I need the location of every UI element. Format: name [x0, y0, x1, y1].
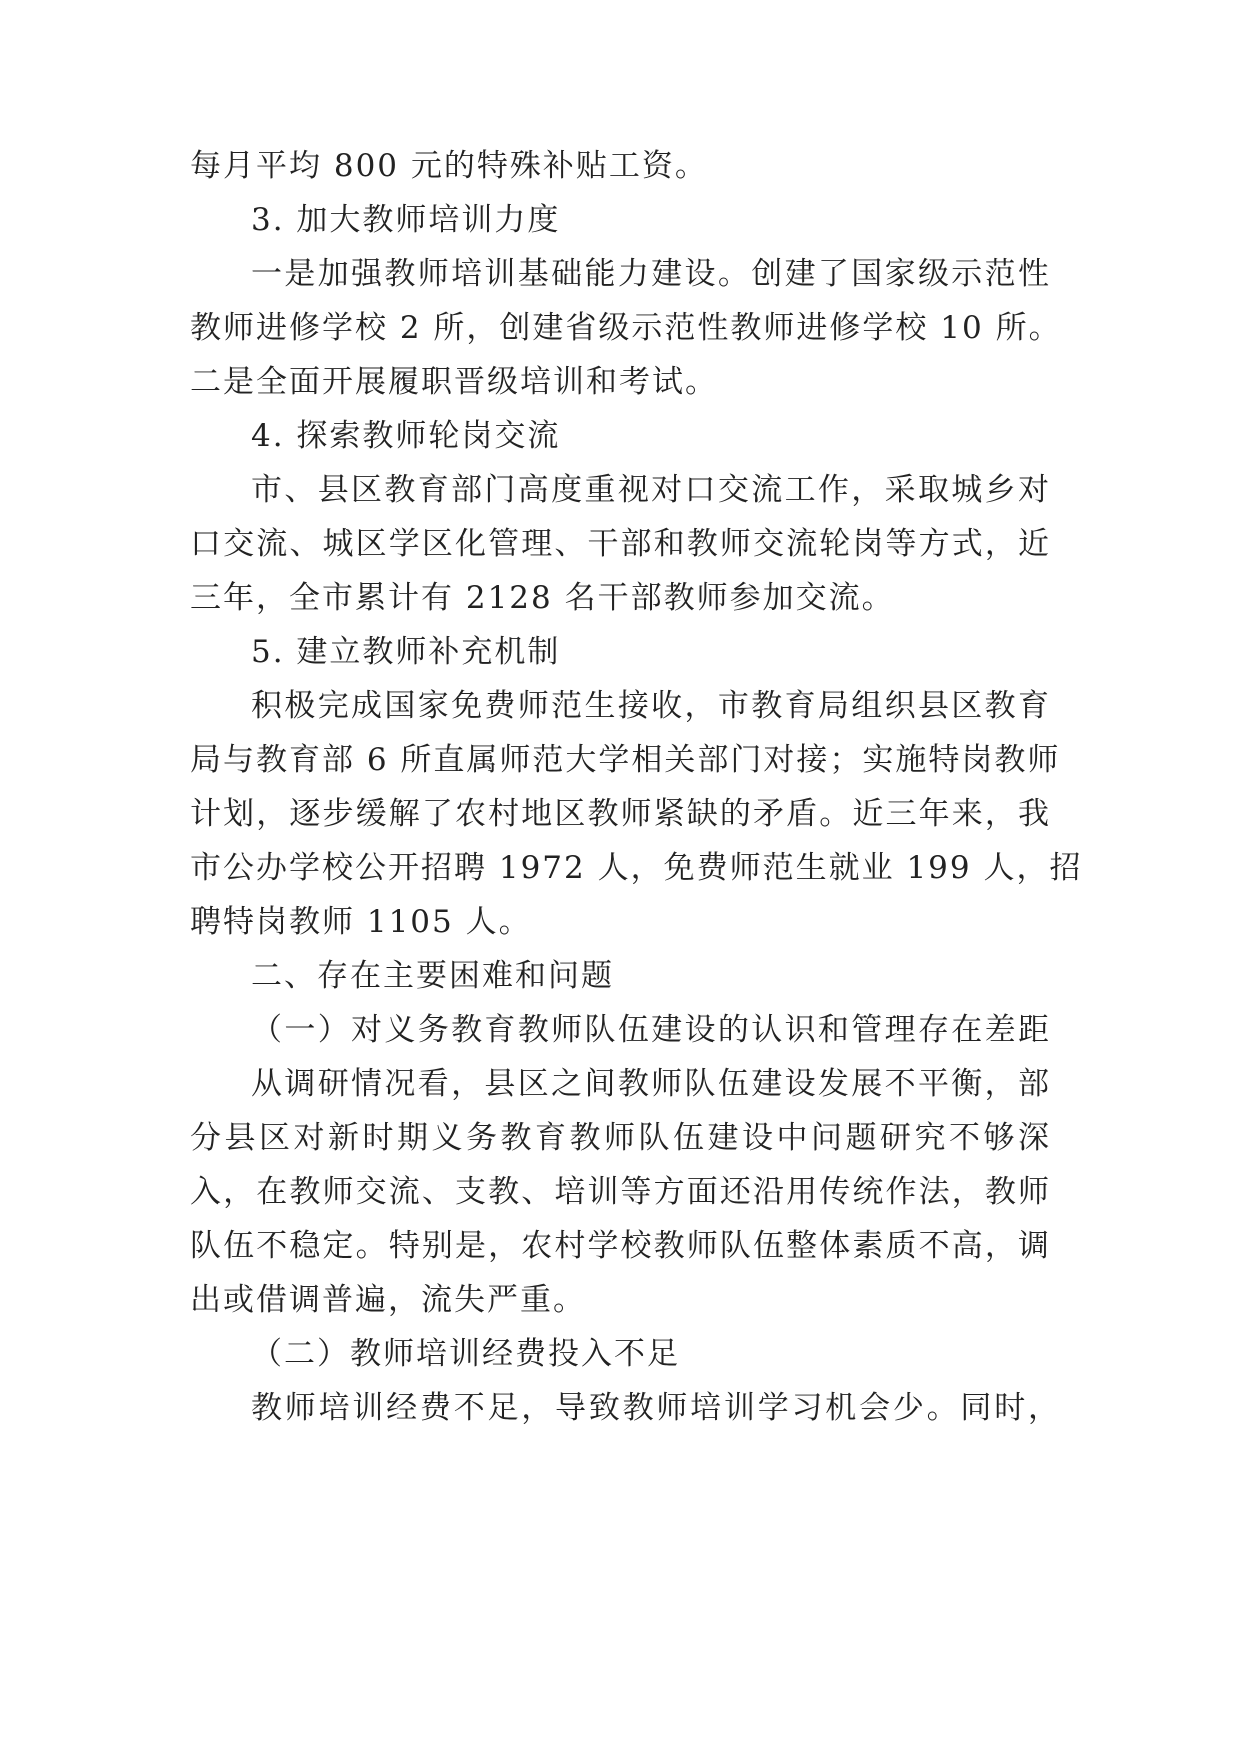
text-line: 入，在教师交流、支教、培训等方面还沿用传统作法，教师: [190, 1174, 1051, 1210]
subsection-heading: （一）对义务教育教师队伍建设的认识和管理存在差距: [251, 1012, 1051, 1048]
text-line: 队伍不稳定。特别是，农村学校教师队伍整体素质不高，调: [190, 1228, 1051, 1264]
text-line: 分县区对新时期义务教育教师队伍建设中问题研究不够深: [190, 1120, 1051, 1156]
text-line: 教师培训经费不足，导致教师培训学习机会少。同时，: [251, 1390, 1061, 1426]
text-line: 聘特岗教师 1105 人。: [190, 904, 532, 940]
section-heading: 5. 建立教师补充机制: [251, 634, 561, 670]
text-line: 计划，逐步缓解了农村地区教师紧缺的矛盾。近三年来，我: [190, 796, 1051, 832]
text-line: 积极完成国家免费师范生接收，市教育局组织县区教育: [251, 688, 1051, 724]
text-line: 出或借调普遍，流失严重。: [190, 1282, 586, 1318]
text-line: 市、县区教育部门高度重视对口交流工作，采取城乡对: [251, 472, 1051, 508]
text-line: 从调研情况看，县区之间教师队伍建设发展不平衡，部: [251, 1066, 1051, 1102]
text-line: 三年，全市累计有 2128 名干部教师参加交流。: [190, 580, 895, 616]
text-line: 一是加强教师培训基础能力建设。创建了国家级示范性: [251, 256, 1051, 292]
text-line: 局与教育部 6 所直属师范大学相关部门对接；实施特岗教师: [190, 742, 1061, 778]
section-heading: 4. 探索教师轮岗交流: [251, 418, 561, 454]
text-line: 口交流、城区学区化管理、干部和教师交流轮岗等方式，近: [190, 526, 1051, 562]
subsection-heading: （二）教师培训经费投入不足: [251, 1336, 680, 1372]
text-line: 市公办学校公开招聘 1972 人，免费师范生就业 199 人，招: [190, 850, 1083, 886]
text-line: 每月平均 800 元的特殊补贴工资。: [190, 148, 708, 184]
section-heading: 二、存在主要困难和问题: [251, 958, 614, 994]
text-line: 二是全面开展履职晋级培训和考试。: [190, 364, 718, 400]
text-line: 教师进修学校 2 所，创建省级示范性教师进修学校 10 所。: [190, 310, 1062, 346]
section-heading: 3. 加大教师培训力度: [251, 202, 561, 238]
